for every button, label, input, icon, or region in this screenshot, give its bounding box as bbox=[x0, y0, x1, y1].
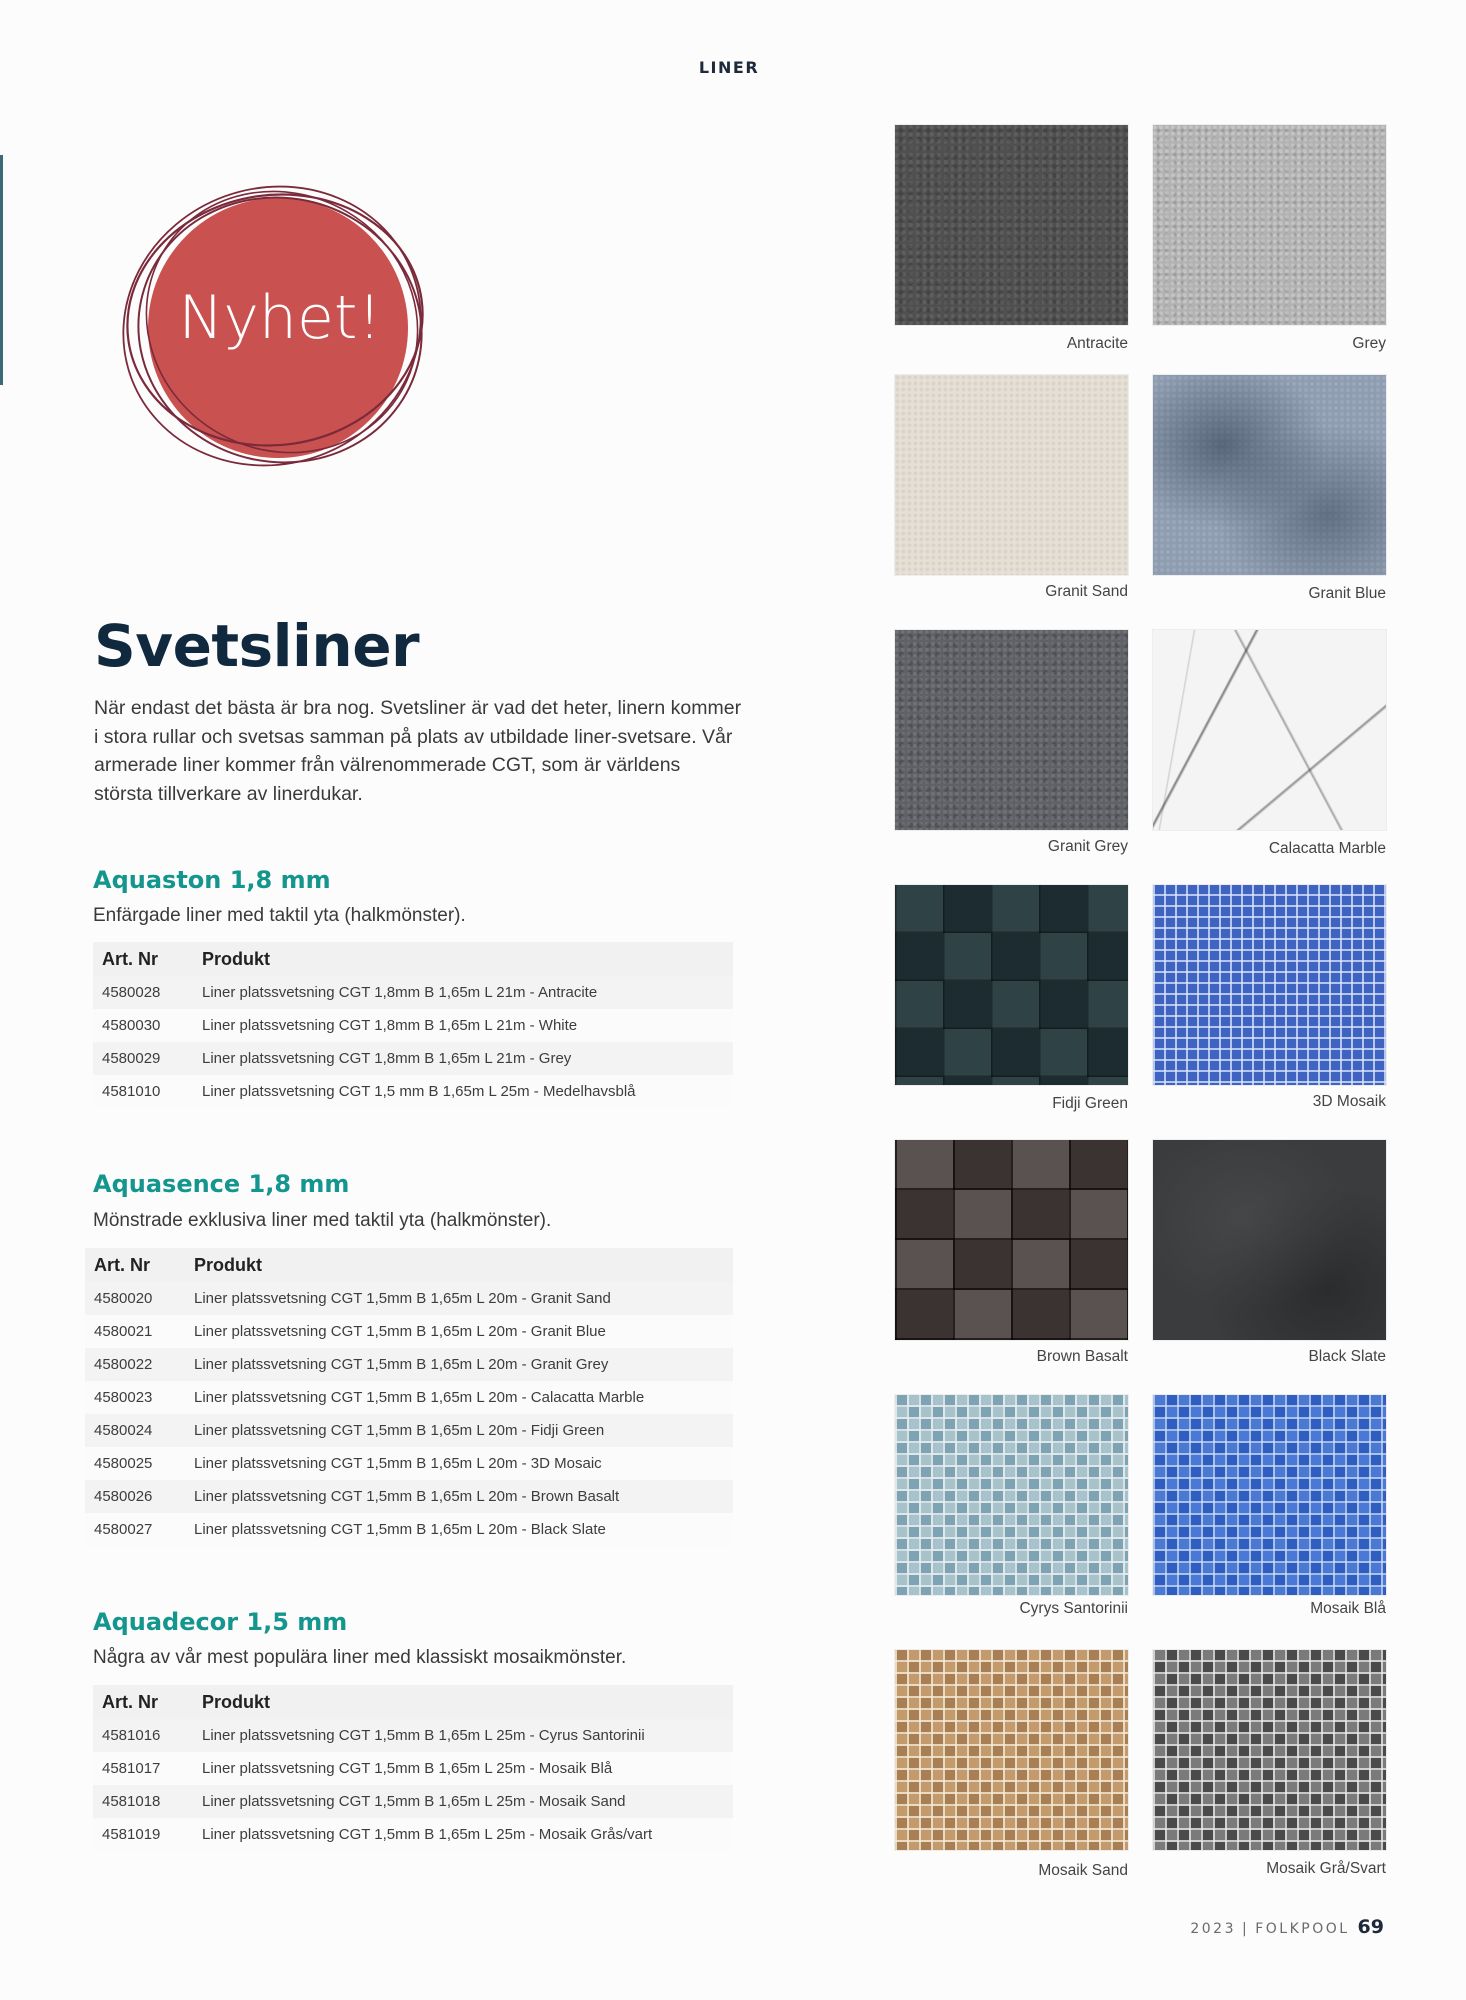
swatch-label: Mosaik Sand bbox=[1038, 1862, 1128, 1879]
table-row bbox=[93, 976, 733, 1009]
swatch-label: Granit Blue bbox=[1308, 585, 1386, 602]
swatch-3d-mosaik bbox=[1153, 885, 1386, 1085]
art-number: 4581019 bbox=[93, 1818, 202, 1851]
product-table-aquasence bbox=[85, 1248, 733, 1546]
art-number: 4580029 bbox=[93, 1042, 202, 1075]
product-name: Liner platssvetsning CGT 1,5mm B 1,65m L 20m - 3D Mosaic bbox=[194, 1447, 733, 1480]
section-label: LINER bbox=[698, 58, 760, 77]
swatch-antracite bbox=[895, 125, 1128, 325]
art-number: 4580026 bbox=[85, 1480, 194, 1513]
swatch-label: Mosaik Blå bbox=[1310, 1600, 1386, 1617]
table-row bbox=[85, 1480, 733, 1513]
swatch-grey bbox=[1153, 125, 1386, 325]
art-number: 4580023 bbox=[85, 1381, 194, 1414]
product-name: Liner platssvetsning CGT 1,5mm B 1,65m L 25m - Mosaik Blå bbox=[202, 1752, 733, 1785]
footer-separator: | bbox=[1241, 1921, 1250, 1937]
swatch-label: Calacatta Marble bbox=[1268, 840, 1386, 857]
product-title-aquadecor: Aquadecor 1,5 mm bbox=[93, 1608, 348, 1636]
swatch-granit-grey bbox=[895, 630, 1128, 830]
swatch-label: Grey bbox=[1352, 335, 1386, 352]
table-row bbox=[85, 1348, 733, 1381]
product-name: Liner platssvetsning CGT 1,5mm B 1,65m L 25m - Mosaik Sand bbox=[202, 1785, 733, 1818]
art-number: 4581018 bbox=[93, 1785, 202, 1818]
product-name: Liner platssvetsning CGT 1,5mm B 1,65m L 20m - Granit Blue bbox=[194, 1315, 733, 1348]
intro-text: När endast det bästa är bra nog. Svetsliner är vad det heter, linern kommer i stora rullar och svetsas samman på plats av utbildade liner-svetsare. Vår armerade liner kommer från välrenommerade CGT, som är världens största tillverkare av linerdukar. bbox=[94, 697, 742, 805]
page-number: 69 bbox=[1357, 1916, 1384, 1938]
table-row bbox=[85, 1414, 733, 1447]
product-name: Liner platssvetsning CGT 1,5mm B 1,65m L 20m - Calacatta Marble bbox=[194, 1381, 733, 1414]
swatch-label: 3D Mosaik bbox=[1312, 1093, 1386, 1110]
col-product: Produkt bbox=[194, 1248, 733, 1282]
col-product: Produkt bbox=[202, 1685, 733, 1719]
product-table-aquadecor bbox=[93, 1685, 733, 1851]
table-row bbox=[85, 1282, 733, 1315]
art-number: 4581017 bbox=[93, 1752, 202, 1785]
swatch-fidji-green bbox=[895, 885, 1128, 1085]
swatch-cyrus-santorinii bbox=[895, 1395, 1128, 1595]
swatch-mosaik-sand bbox=[895, 1650, 1128, 1850]
table-row bbox=[93, 1818, 733, 1851]
col-art: Art. Nr bbox=[93, 1685, 202, 1719]
table-row bbox=[93, 1042, 733, 1075]
product-name: Liner platssvetsning CGT 1,8mm B 1,65m L 21m - Grey bbox=[202, 1042, 733, 1075]
swatch-granit-sand bbox=[895, 375, 1128, 575]
product-desc-aquadecor: Några av vår mest populära liner med klassiskt mosaikmönster. bbox=[93, 1647, 627, 1668]
swatch-black-slate bbox=[1153, 1140, 1386, 1340]
swatch-mosaik-bla bbox=[1153, 1395, 1386, 1595]
page-title: Svetsliner bbox=[94, 612, 420, 680]
product-name: Liner platssvetsning CGT 1,8mm B 1,65m L 21m - White bbox=[202, 1009, 733, 1042]
swatch-label: Granit Sand bbox=[1045, 583, 1128, 600]
art-number: 4580020 bbox=[85, 1282, 194, 1315]
product-name: Liner platssvetsning CGT 1,5mm B 1,65m L 25m - Cyrus Santorinii bbox=[202, 1719, 733, 1752]
product-title-aquasence: Aquasence 1,8 mm bbox=[93, 1170, 350, 1198]
swatch-label: Brown Basalt bbox=[1036, 1348, 1128, 1365]
swatch-label: Antracite bbox=[1066, 335, 1128, 352]
left-edge-strip bbox=[0, 155, 3, 385]
product-name: Liner platssvetsning CGT 1,5mm B 1,65m L 20m - Brown Basalt bbox=[194, 1480, 733, 1513]
product-name: Liner platssvetsning CGT 1,5mm B 1,65m L 25m - Mosaik Grås/vart bbox=[202, 1818, 733, 1851]
product-desc-aquasence: Mönstrade exklusiva liner med taktil yta (halkmönster). bbox=[93, 1210, 552, 1231]
product-name: Liner platssvetsning CGT 1,8mm B 1,65m L 21m - Antracite bbox=[202, 976, 733, 1009]
art-number: 4580025 bbox=[85, 1447, 194, 1480]
swatch-label: Mosaik Grå/Svart bbox=[1266, 1860, 1386, 1877]
page-footer bbox=[1190, 1916, 1384, 1938]
product-title-aquaston: Aquaston 1,8 mm bbox=[93, 866, 331, 894]
swatch-label: Black Slate bbox=[1308, 1348, 1386, 1365]
table-row bbox=[85, 1315, 733, 1348]
product-name: Liner platssvetsning CGT 1,5mm B 1,65m L 20m - Black Slate bbox=[194, 1513, 733, 1546]
col-product: Produkt bbox=[202, 942, 733, 976]
swatch-label: Granit Grey bbox=[1047, 838, 1128, 855]
table-row bbox=[85, 1447, 733, 1480]
table-row bbox=[93, 1785, 733, 1818]
art-number: 4580024 bbox=[85, 1414, 194, 1447]
product-name: Liner platssvetsning CGT 1,5mm B 1,65m L 20m - Fidji Green bbox=[194, 1414, 733, 1447]
art-number: 4580022 bbox=[85, 1348, 194, 1381]
product-name: Liner platssvetsning CGT 1,5mm B 1,65m L 20m - Granit Sand bbox=[194, 1282, 733, 1315]
col-art: Art. Nr bbox=[85, 1248, 194, 1282]
swatch-label: Cyrys Santorinii bbox=[1019, 1600, 1128, 1617]
product-desc-aquaston: Enfärgade liner med taktil yta (halkmönster). bbox=[93, 905, 466, 926]
swatch-label: Fidji Green bbox=[1052, 1095, 1128, 1112]
art-number: 4580030 bbox=[93, 1009, 202, 1042]
product-name: Liner platssvetsning CGT 1,5 mm B 1,65m L 25m - Medelhavsblå bbox=[202, 1075, 733, 1108]
product-name: Liner platssvetsning CGT 1,5mm B 1,65m L 20m - Granit Grey bbox=[194, 1348, 733, 1381]
art-number: 4581016 bbox=[93, 1719, 202, 1752]
swatch-brown-basalt bbox=[895, 1140, 1128, 1340]
table-row bbox=[85, 1513, 733, 1546]
art-number: 4581010 bbox=[93, 1075, 202, 1108]
swatch-granit-blue bbox=[1153, 375, 1386, 575]
new-badge bbox=[120, 170, 440, 480]
art-number: 4580027 bbox=[85, 1513, 194, 1546]
col-art: Art. Nr bbox=[93, 942, 202, 976]
swatch-calacatta-marble bbox=[1153, 630, 1386, 830]
swatch-mosaik-gra-svart bbox=[1153, 1650, 1386, 1850]
table-row bbox=[93, 1719, 733, 1752]
art-number: 4580028 bbox=[93, 976, 202, 1009]
product-table-aquaston bbox=[93, 942, 733, 1108]
badge-text: Nyhet! bbox=[178, 283, 382, 353]
table-row bbox=[93, 1075, 733, 1108]
footer-year: 2023 bbox=[1190, 1921, 1236, 1937]
footer-brand: FOLKPOOL bbox=[1255, 1921, 1350, 1937]
table-row bbox=[93, 1752, 733, 1785]
table-row bbox=[93, 1009, 733, 1042]
table-row bbox=[85, 1381, 733, 1414]
art-number: 4580021 bbox=[85, 1315, 194, 1348]
